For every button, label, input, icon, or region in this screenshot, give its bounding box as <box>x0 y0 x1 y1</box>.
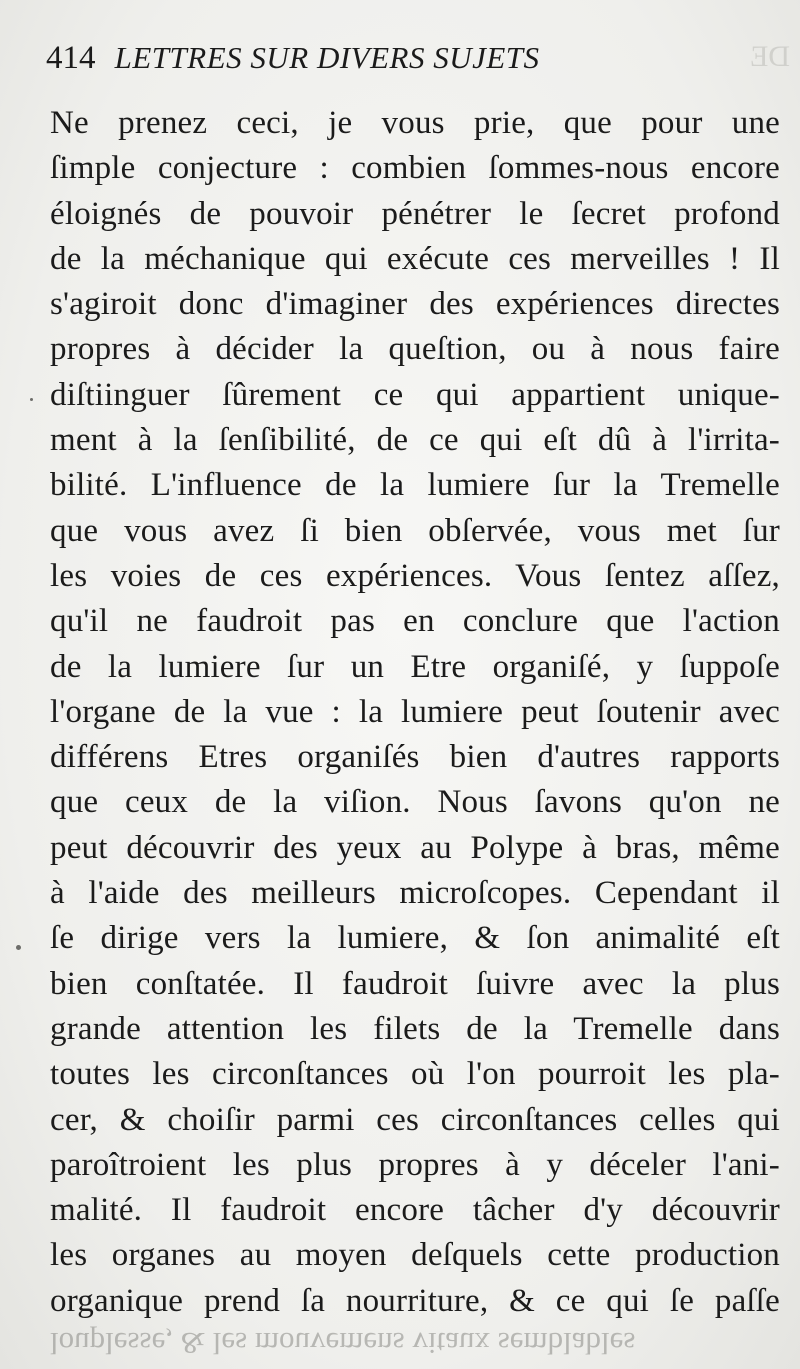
text-line: à l'aide des meilleurs microſcopes. Cependant il <box>50 875 780 912</box>
ink-speck <box>30 398 33 401</box>
text-line: ſimple conjecture : combien ſommes-nous encore <box>50 150 780 187</box>
text-line: ſe dirige vers la lumiere, & ſon animalité eſt <box>50 920 780 957</box>
page-number: 414 <box>46 40 96 76</box>
text-line: différens Etres organiſés bien d'autres rapports <box>50 739 780 776</box>
text-line: que ceux de la viſion. Nous ſavons qu'on ne <box>50 784 780 821</box>
running-head: LETTRES SUR DIVERS SUJETS <box>114 40 540 75</box>
text-line: peut découvrir des yeux au Polype à bras, même <box>50 829 780 866</box>
text-line: l'organe de la vue : la lumiere peut ſoutenir avec <box>50 693 780 730</box>
text-line: cer, & choiſir parmi ces circonſtances celles qui <box>50 1101 780 1138</box>
text-line: que vous avez ſi bien obſervée, vous met ſur <box>50 512 780 549</box>
text-line: organique prend ſa nourriture, & ce qui ſe paſſe <box>50 1282 780 1319</box>
text-line: Ne prenez ceci, je vous prie, que pour une <box>50 105 780 141</box>
text-line: s'agiroit donc d'imaginer des expériences directes <box>50 286 780 323</box>
text-line: les organes au moyen deſquels cette production <box>50 1237 780 1274</box>
text-line: ment à la ſenſibilité, de ce qui eſt dû à l'irrita- <box>50 422 780 459</box>
bleed-through-text-bottom: louplesse, & les mouvemens vitaux semblables <box>50 1326 636 1361</box>
text-line: qu'il ne faudroit pas en conclure que l'action <box>50 603 780 640</box>
text-line: toutes les circonſtances où l'on pourroit les pla- <box>50 1056 780 1093</box>
text-line: bilité. L'influence de la lumiere ſur la Tremelle <box>50 467 780 504</box>
body-text <box>50 101 780 1324</box>
text-line: diſtiinguer ſûrement ce qui appartient unique- <box>50 376 780 413</box>
text-line: paroîtroient les plus propres à y déceler l'ani- <box>50 1146 780 1183</box>
text-line: bien conſtatée. Il faudroit ſuivre avec la plus <box>50 965 780 1002</box>
text-line: de la lumiere ſur un Etre organiſé, y ſuppoſe <box>50 648 780 685</box>
bleed-through-text-top: DE <box>750 40 790 73</box>
text-line: éloignés de pouvoir pénétrer le ſecret profond <box>50 195 780 232</box>
ink-speck <box>16 945 21 950</box>
text-line: de la méchanique qui exécute ces merveilles ! Il <box>50 240 780 277</box>
text-line: malité. Il faudroit encore tâcher d'y découvrir <box>50 1192 780 1229</box>
text-line: les voies de ces expériences. Vous ſentez aſſez, <box>50 557 780 594</box>
text-line: grande attention les filets de la Tremelle dans <box>50 1010 780 1047</box>
text-line: propres à décider la queſtion, ou à nous faire <box>50 331 780 368</box>
page-header <box>46 40 766 90</box>
